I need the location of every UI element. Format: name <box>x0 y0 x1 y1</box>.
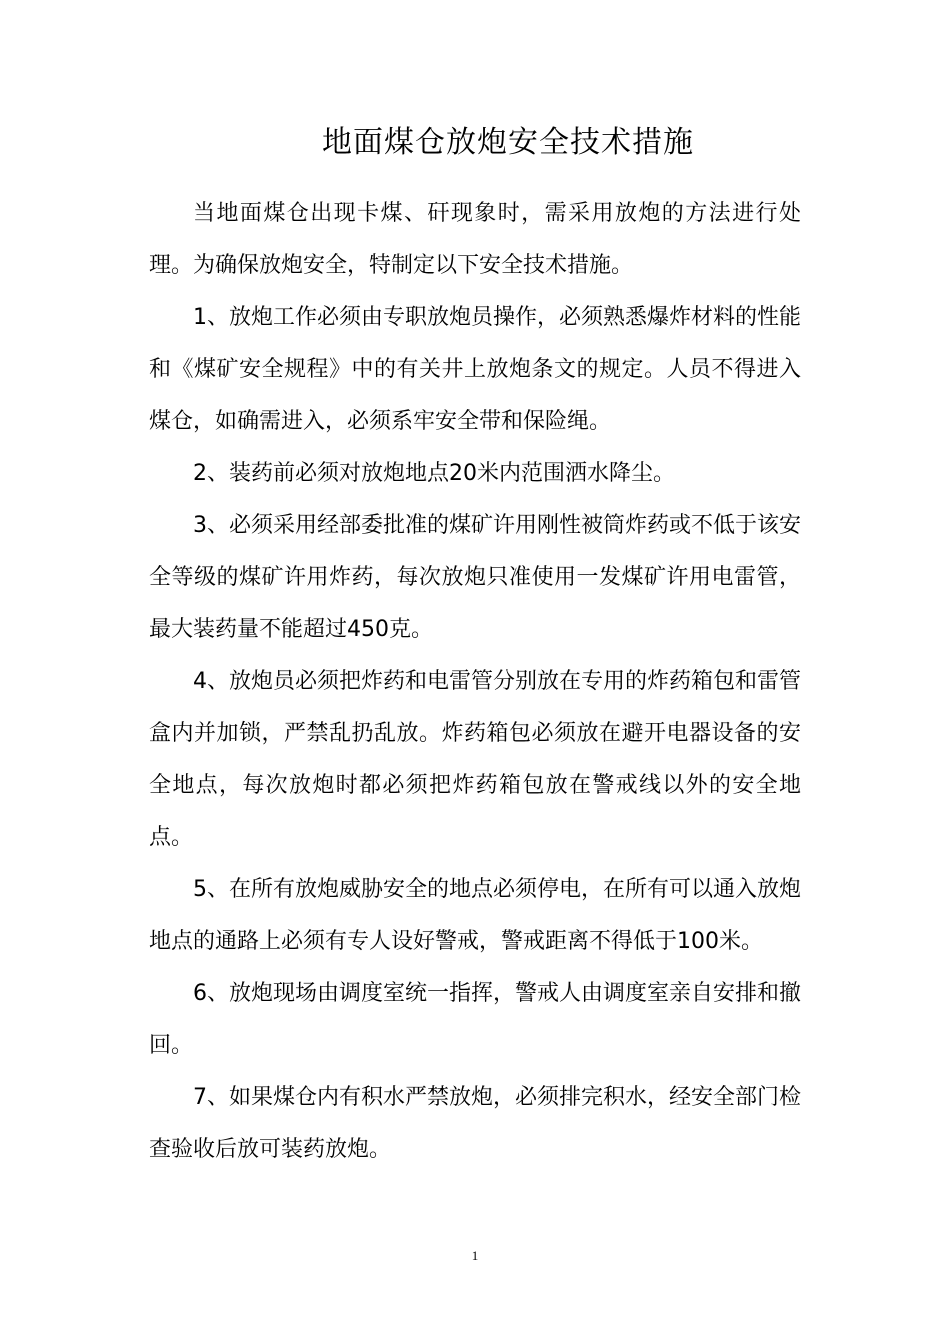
document-title: 地面煤仓放炮安全技术措施 <box>322 125 694 160</box>
page-number: 1 <box>471 1248 479 1263</box>
measure-3-paragraph: 3、必须采用经部委批准的煤矿许用刚性被筒炸药或不低于该安全等级的煤矿许用炸药，每次放炮只准使用一发煤矿许用电雷管，最大装药量不能超过450克。 <box>149 513 801 642</box>
measure-7-paragraph: 7、如果煤仓内有积水严禁放炮，必须排完积水，经安全部门检查验收后放可装药放炮。 <box>149 1085 801 1162</box>
measure-1-paragraph: 1、放炮工作必须由专职放炮员操作，必须熟悉爆炸材料的性能和《煤矿安全规程》中的有关井上放炮条文的规定。人员不得进入煤仓，如确需进入，必须系牢安全带和保险绳。 <box>149 305 801 434</box>
measure-4-paragraph: 4、放炮员必须把炸药和电雷管分别放在专用的炸药箱包和雷管盒内并加锁，严禁乱扔乱放。炸药箱包必须放在避开电器设备的安全地点，每次放炮时都必须把炸药箱包放在警戒线以外的安全地点。 <box>149 669 801 850</box>
measure-6-paragraph: 6、放炮现场由调度室统一指挥，警戒人由调度室亲自安排和撤回。 <box>149 981 801 1058</box>
intro-paragraph: 当地面煤仓出现卡煤、矸现象时，需采用放炮的方法进行处理。为确保放炮安全，特制定以下安全技术措施。 <box>149 201 801 278</box>
measure-2-paragraph: 2、装药前必须对放炮地点20米内范围洒水降尘。 <box>193 461 675 486</box>
measure-5-paragraph: 5、在所有放炮威胁安全的地点必须停电，在所有可以通入放炮地点的通路上必须有专人设好警戒，警戒距离不得低于100米。 <box>149 877 801 954</box>
document-body <box>149 188 801 1176</box>
